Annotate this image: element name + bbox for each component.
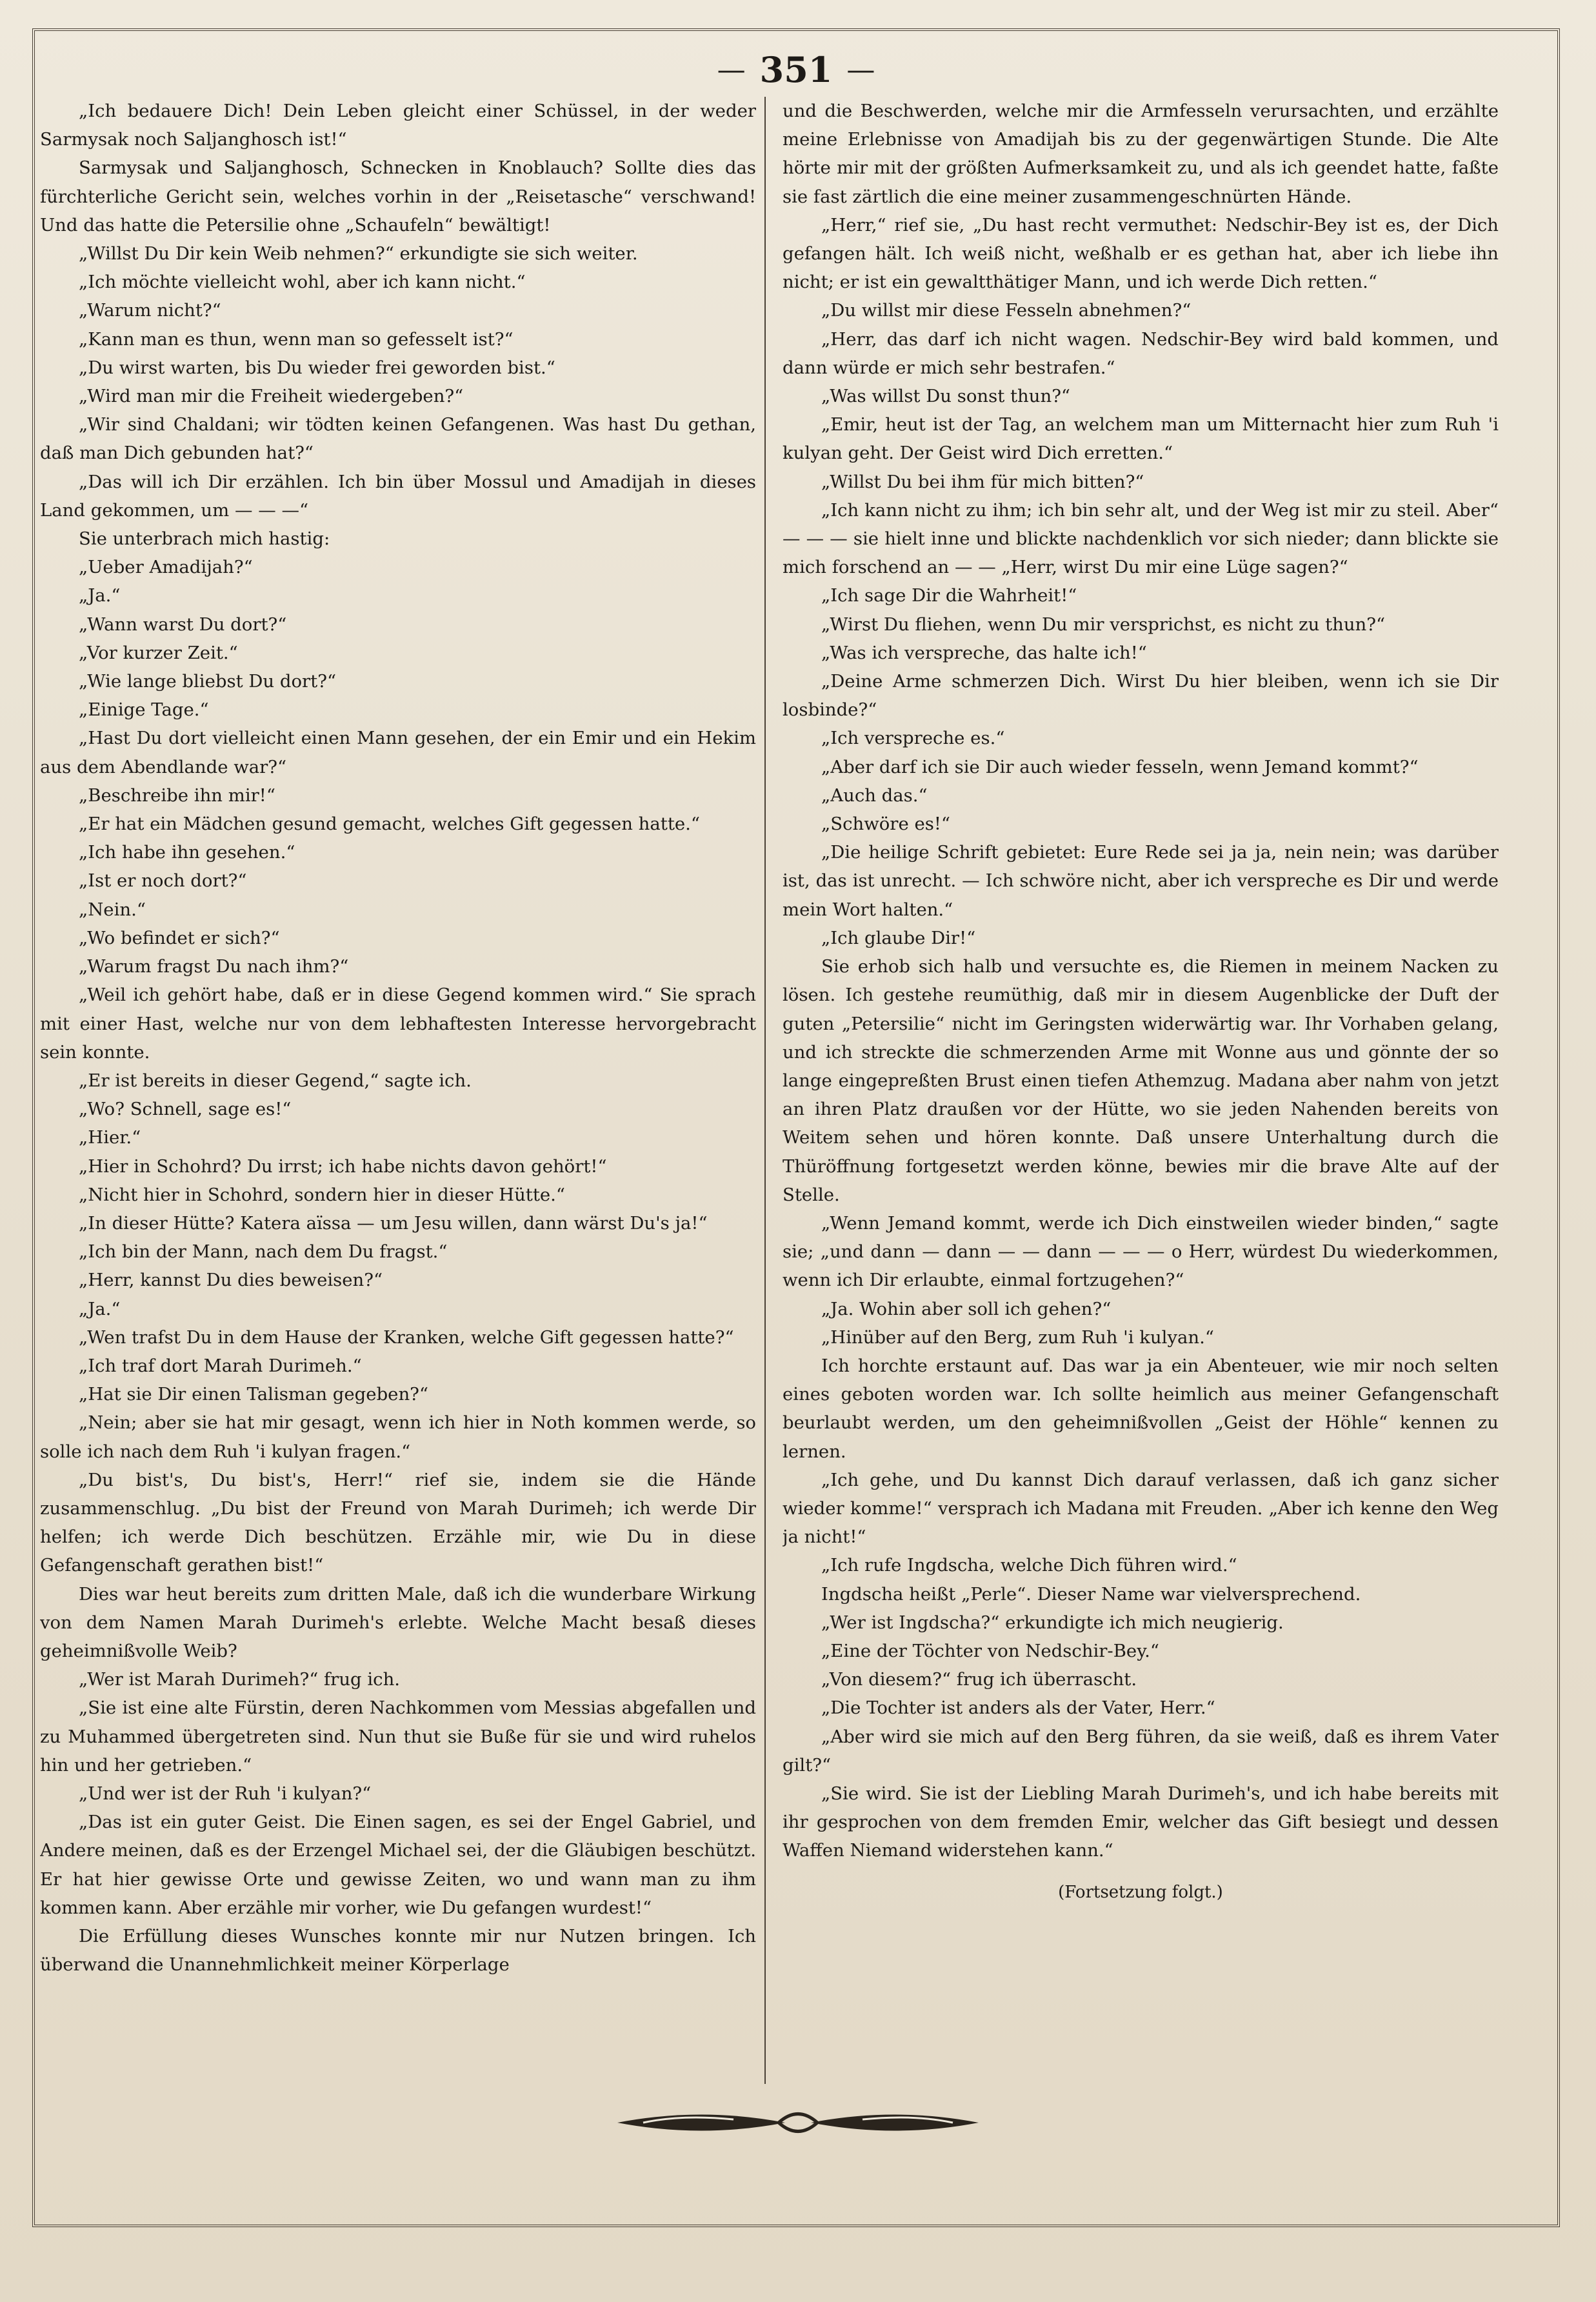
paragraph: „Die heilige Schrift gebietet: Eure Rede sei ja ja, nein nein; was darüber ist, das ist unrecht. — Ich schwöre nicht, aber ich verspreche es Dir und werde mein Wort halten.“ (783, 842, 1499, 920)
paragraph: „Das will ich Dir erzählen. Ich bin über Mossul und Amadijah in dieses Land gekommen, um — — —“ (40, 471, 756, 521)
paragraph: „Wirst Du fliehen, wenn Du mir versprichst, es nicht zu thun?“ (821, 614, 1386, 635)
paragraph: „Das ist ein guter Geist. Die Einen sagen, es sei der Engel Gabriel, und Andere meinen, daß es der Erzengel Michael sei, der die Gläubigen beschützt. Er hat hier gewisse Orte und gewisse Zeiten, wo und wann man zu ihm kommen kann. Aber erzähle mir vorher, wie Du gefangen wurdest!“ (40, 1812, 756, 1918)
paragraph: „Du bist's, Du bist's, Herr!“ rief sie, indem sie die Hände zusammenschlug. „Du bist der Freund von Marah Durimeh; ich werde Dir helfen; ich werde Dich beschützen. Erzähle mir, wie Du in diese Gefangenschaft gerathen bist!“ (40, 1469, 756, 1576)
paragraph: „Von diesem?“ frug ich überrascht. (821, 1669, 1137, 1690)
paragraph: „Ueber Amadijah?“ (79, 557, 253, 578)
paragraph: „Auch das.“ (821, 785, 928, 806)
page-number: 351 (759, 49, 833, 90)
paragraph: „Ich bin der Mann, nach dem Du fragst.“ (79, 1241, 448, 1263)
paragraph: „Wer ist Marah Durimeh?“ frug ich. (79, 1669, 401, 1690)
paragraph: Dies war heut bereits zum dritten Male, daß ich die wunderbare Wirkung von dem Namen Marah Durimeh's erlebte. Welche Macht besaß dieses geheimnißvolle Weib? (40, 1583, 756, 1661)
paragraph: „Wen trafst Du in dem Hause der Kranken, welche Gift gegessen hatte?“ (79, 1326, 734, 1348)
paragraph: „Willst Du bei ihm für mich bitten?“ (821, 471, 1144, 492)
paragraph: „Ich kann nicht zu ihm; ich bin sehr alt, und der Weg ist mir zu steil. Aber“ — — — sie hielt inne und blickte nachdenklich vor sich nieder; dann blickte sie mich forschend an — — „Herr, wirst Du mir eine Lüge sagen?“ (783, 499, 1499, 578)
paragraph: „Er ist bereits in dieser Gegend,“ sagte ich. (79, 1070, 472, 1091)
paragraph: „Hat sie Dir einen Talisman gegeben?“ (79, 1384, 428, 1405)
paragraph: „Ich traf dort Marah Durimeh.“ (79, 1355, 362, 1376)
paragraph: „Ja.“ (79, 585, 121, 606)
left-column (40, 97, 756, 2090)
paragraph: „Hier in Schohrd? Du irrst; ich habe nichts davon gehört!“ (79, 1156, 607, 1177)
paragraph: „Wo? Schnell, sage es!“ (79, 1099, 292, 1120)
right-column-continuation: und die Beschwerden, welche mir die Armfesseln verursachten, und erzählte meine Erlebnisse von Amadijah bis zu der gegenwärtigen Stunde. Die Alte hörte mir mit der größten Aufmerksamkeit zu, und als ich geendet hatte, faßte sie fast zärtlich die eine meiner zusammengeschnürten Hände. (783, 101, 1499, 207)
paragraph: „Vor kurzer Zeit.“ (79, 642, 238, 663)
paragraph: Ich horchte erstaunt auf. Das war ja ein Abenteuer, wie mir noch selten eines geboten worden war. Ich sollte heimlich aus meiner Gefangenschaft beurlaubt werden, um den geheimnißvollen „Geist der Höhle“ kennen zu lernen. (783, 1355, 1499, 1462)
paragraph: „Ich glaube Dir!“ (821, 927, 976, 948)
paragraph: „Ich sage Dir die Wahrheit!“ (821, 585, 1077, 606)
right-column-text (783, 211, 1499, 1865)
paragraph: „Ich bedauere Dich! Dein Leben gleicht einer Schüssel, in der weder Sarmysak noch Saljanghosch ist!“ (40, 101, 756, 150)
paragraph: „Hast Du dort vielleicht einen Mann gesehen, der ein Emir und ein Hekim aus dem Abendlande war?“ (40, 728, 756, 777)
paragraph: „Ist er noch dort?“ (79, 870, 247, 892)
paragraph: „Die Tochter ist anders als der Vater, Herr.“ (821, 1697, 1215, 1719)
paragraph: „Was ich verspreche, das halte ich!“ (821, 642, 1147, 663)
paragraph: „Wer ist Ingdscha?“ erkundigte ich mich neugierig. (821, 1612, 1284, 1633)
paragraph: „Einige Tage.“ (79, 699, 209, 721)
paragraph: „Wir sind Chaldani; wir tödten keinen Gefangenen. Was hast Du gethan, daß man Dich gebunden hat?“ (40, 414, 756, 464)
right-column (783, 97, 1499, 2090)
paragraph: „Du wirst warten, bis Du wieder frei geworden bist.“ (79, 357, 555, 378)
paragraph: „Ja. Wohin aber soll ich gehen?“ (821, 1298, 1112, 1319)
paragraph: „Wo befindet er sich?“ (79, 927, 280, 948)
paragraph: „In dieser Hütte? Katera aïssa — um Jesu willen, dann wärst Du's ja!“ (79, 1212, 708, 1234)
paragraph: „Er hat ein Mädchen gesund gemacht, welches Gift gegessen hatte.“ (79, 814, 700, 835)
paragraph: „Warum nicht?“ (79, 300, 221, 321)
paragraph: „Deine Arme schmerzen Dich. Wirst Du hier bleiben, wenn ich sie Dir losbinde?“ (783, 671, 1499, 721)
paragraph: „Kann man es thun, wenn man so gefesselt ist?“ (79, 328, 514, 350)
paragraph: „Ich gehe, und Du kannst Dich darauf verlassen, daß ich ganz sicher wieder komme!“ versprach ich Madana mit Freuden. „Aber ich kenne den Weg ja nicht!“ (783, 1469, 1499, 1548)
paragraph: „Du willst mir diese Fesseln abnehmen?“ (821, 300, 1192, 321)
paragraph: „Wird man mir die Freiheit wiedergeben?“ (79, 386, 464, 407)
paragraph: Die Erfüllung dieses Wunsches konnte mir nur Nutzen bringen. Ich überwand die Unannehmlichkeit meiner Körperlage (40, 1926, 756, 1976)
paragraph: „Und wer ist der Ruh 'i kulyan?“ (79, 1783, 372, 1804)
paragraph: „Schwöre es!“ (821, 814, 950, 835)
paragraph: „Wie lange bliebst Du dort?“ (79, 671, 337, 692)
paragraph: Ingdscha heißt „Perle“. Dieser Name war vielversprechend. (821, 1583, 1361, 1605)
header-dash-left: — (717, 53, 746, 86)
paragraph: „Willst Du Dir kein Weib nehmen?“ erkundigte sie sich weiter. (79, 243, 638, 265)
column-divider (764, 97, 766, 2084)
paragraph: „Ich habe ihn gesehen.“ (79, 842, 295, 863)
paragraph: „Sie ist eine alte Fürstin, deren Nachkommen vom Messias abgefallen und zu Muhammed übergetreten sind. Nun thut sie Buße für sie und wird ruhelos hin und her getrieben.“ (40, 1697, 756, 1776)
paragraph: „Eine der Töchter von Nedschir-Bey.“ (821, 1640, 1159, 1661)
paragraph: „Weil ich gehört habe, daß er in diese Gegend kommen wird.“ Sie sprach mit einer Hast, welche nur von dem lebhaftesten Interesse hervorgebracht sein konnte. (40, 985, 756, 1063)
paragraph: „Herr, kannst Du dies beweisen?“ (79, 1270, 383, 1291)
continuation-note: (Fortsetzung folgt.) (1058, 1882, 1223, 1902)
paragraph: „Nein.“ (79, 899, 146, 920)
paragraph: „Ich verspreche es.“ (821, 728, 1005, 749)
paragraph: „Hinüber auf den Berg, zum Ruh 'i kulyan.“ (821, 1326, 1214, 1348)
paragraph: Sie unterbrach mich hastig: (79, 528, 330, 550)
paragraph: „Was willst Du sonst thun?“ (821, 386, 1070, 407)
paragraph: „Nicht hier in Schohrd, sondern hier in dieser Hütte.“ (79, 1184, 565, 1205)
paragraph: „Hier.“ (79, 1127, 141, 1148)
paragraph: Sarmysak und Saljanghosch, Schnecken in Knoblauch? Sollte dies das fürchterliche Gericht sein, welches vorhin in der „Reisetasche“ verschwand! Und das hatte die Petersilie ohne „Schaufeln“ bewältigt! (40, 157, 756, 235)
paragraph: „Aber darf ich sie Dir auch wieder fesseln, wenn Jemand kommt?“ (821, 756, 1419, 777)
paragraph: Sie erhob sich halb und versuchte es, die Riemen in meinem Nacken zu lösen. Ich gestehe reumüthig, daß mir in diesem Augenblicke der Duft der guten „Petersilie“ nicht im Geringsten widerwärtig war. Ihr Vorhaben gelang, und ich streckte die schmerzenden Arme mit Wonne aus und gönnte der so lange eingepreßten Brust einen tiefen Athemzug. Madana aber nahm von jetzt an ihren Platz draußen vor der Hütte, wo sie jeden Nahenden bereits von Weitem sehen und hören konnte. Daß unsere Unterhaltung durch die Thüröffnung fortgesetzt werden könne, bewies mir die brave Alte auf der Stelle. (783, 956, 1499, 1205)
paragraph: „Beschreibe ihn mir!“ (79, 785, 275, 806)
paragraph: „Wenn Jemand kommt, werde ich Dich einstweilen wieder binden,“ sagte sie; „und dann — dann — — dann — — — o Herr, würdest Du wiederkommen, wenn ich Dir erlaubte, einmal fortzugehen?“ (783, 1212, 1499, 1291)
left-column-text (40, 97, 756, 1979)
paragraph: „Sie wird. Sie ist der Liebling Marah Durimeh's, und ich habe bereits mit ihr gesprochen von dem fremden Emir, welcher das Gift besiegt und dessen Waffen Niemand widerstehen kann.“ (783, 1783, 1499, 1861)
page-header (35, 44, 1557, 95)
paragraph: „Wann warst Du dort?“ (79, 614, 287, 635)
paragraph: „Nein; aber sie hat mir gesagt, wenn ich hier in Noth kommen werde, so solle ich nach dem Ruh 'i kulyan fragen.“ (40, 1412, 756, 1462)
paragraph: „Warum fragst Du nach ihm?“ (79, 956, 349, 977)
paragraph: „Herr, das darf ich nicht wagen. Nedschir-Bey wird bald kommen, und dann würde er mich sehr bestrafen.“ (783, 328, 1499, 378)
paragraph: „Aber wird sie mich auf den Berg führen, da sie weiß, daß es ihrem Vater gilt?“ (783, 1726, 1499, 1776)
paragraph: „Ja.“ (79, 1298, 121, 1319)
paragraph: „Ich rufe Ingdscha, welche Dich führen wird.“ (821, 1555, 1237, 1576)
header-dash-right: — (846, 53, 875, 86)
paragraph: „Emir, heut ist der Tag, an welchem man um Mitternacht hier zum Ruh 'i kulyan geht. Der Geist wird Dich erretten.“ (783, 414, 1499, 464)
decorative-flourish-icon (604, 2100, 992, 2145)
paragraph: „Ich möchte vielleicht wohl, aber ich kann nicht.“ (79, 272, 526, 293)
paragraph: „Herr,“ rief sie, „Du hast recht vermuthet: Nedschir-Bey ist es, der Dich gefangen hält. Ich weiß nicht, weßhalb er es gethan hat, aber ich liebe ihn nicht; er ist ein gewaltthätiger Mann, und ich werde Dich retten.“ (783, 214, 1499, 293)
